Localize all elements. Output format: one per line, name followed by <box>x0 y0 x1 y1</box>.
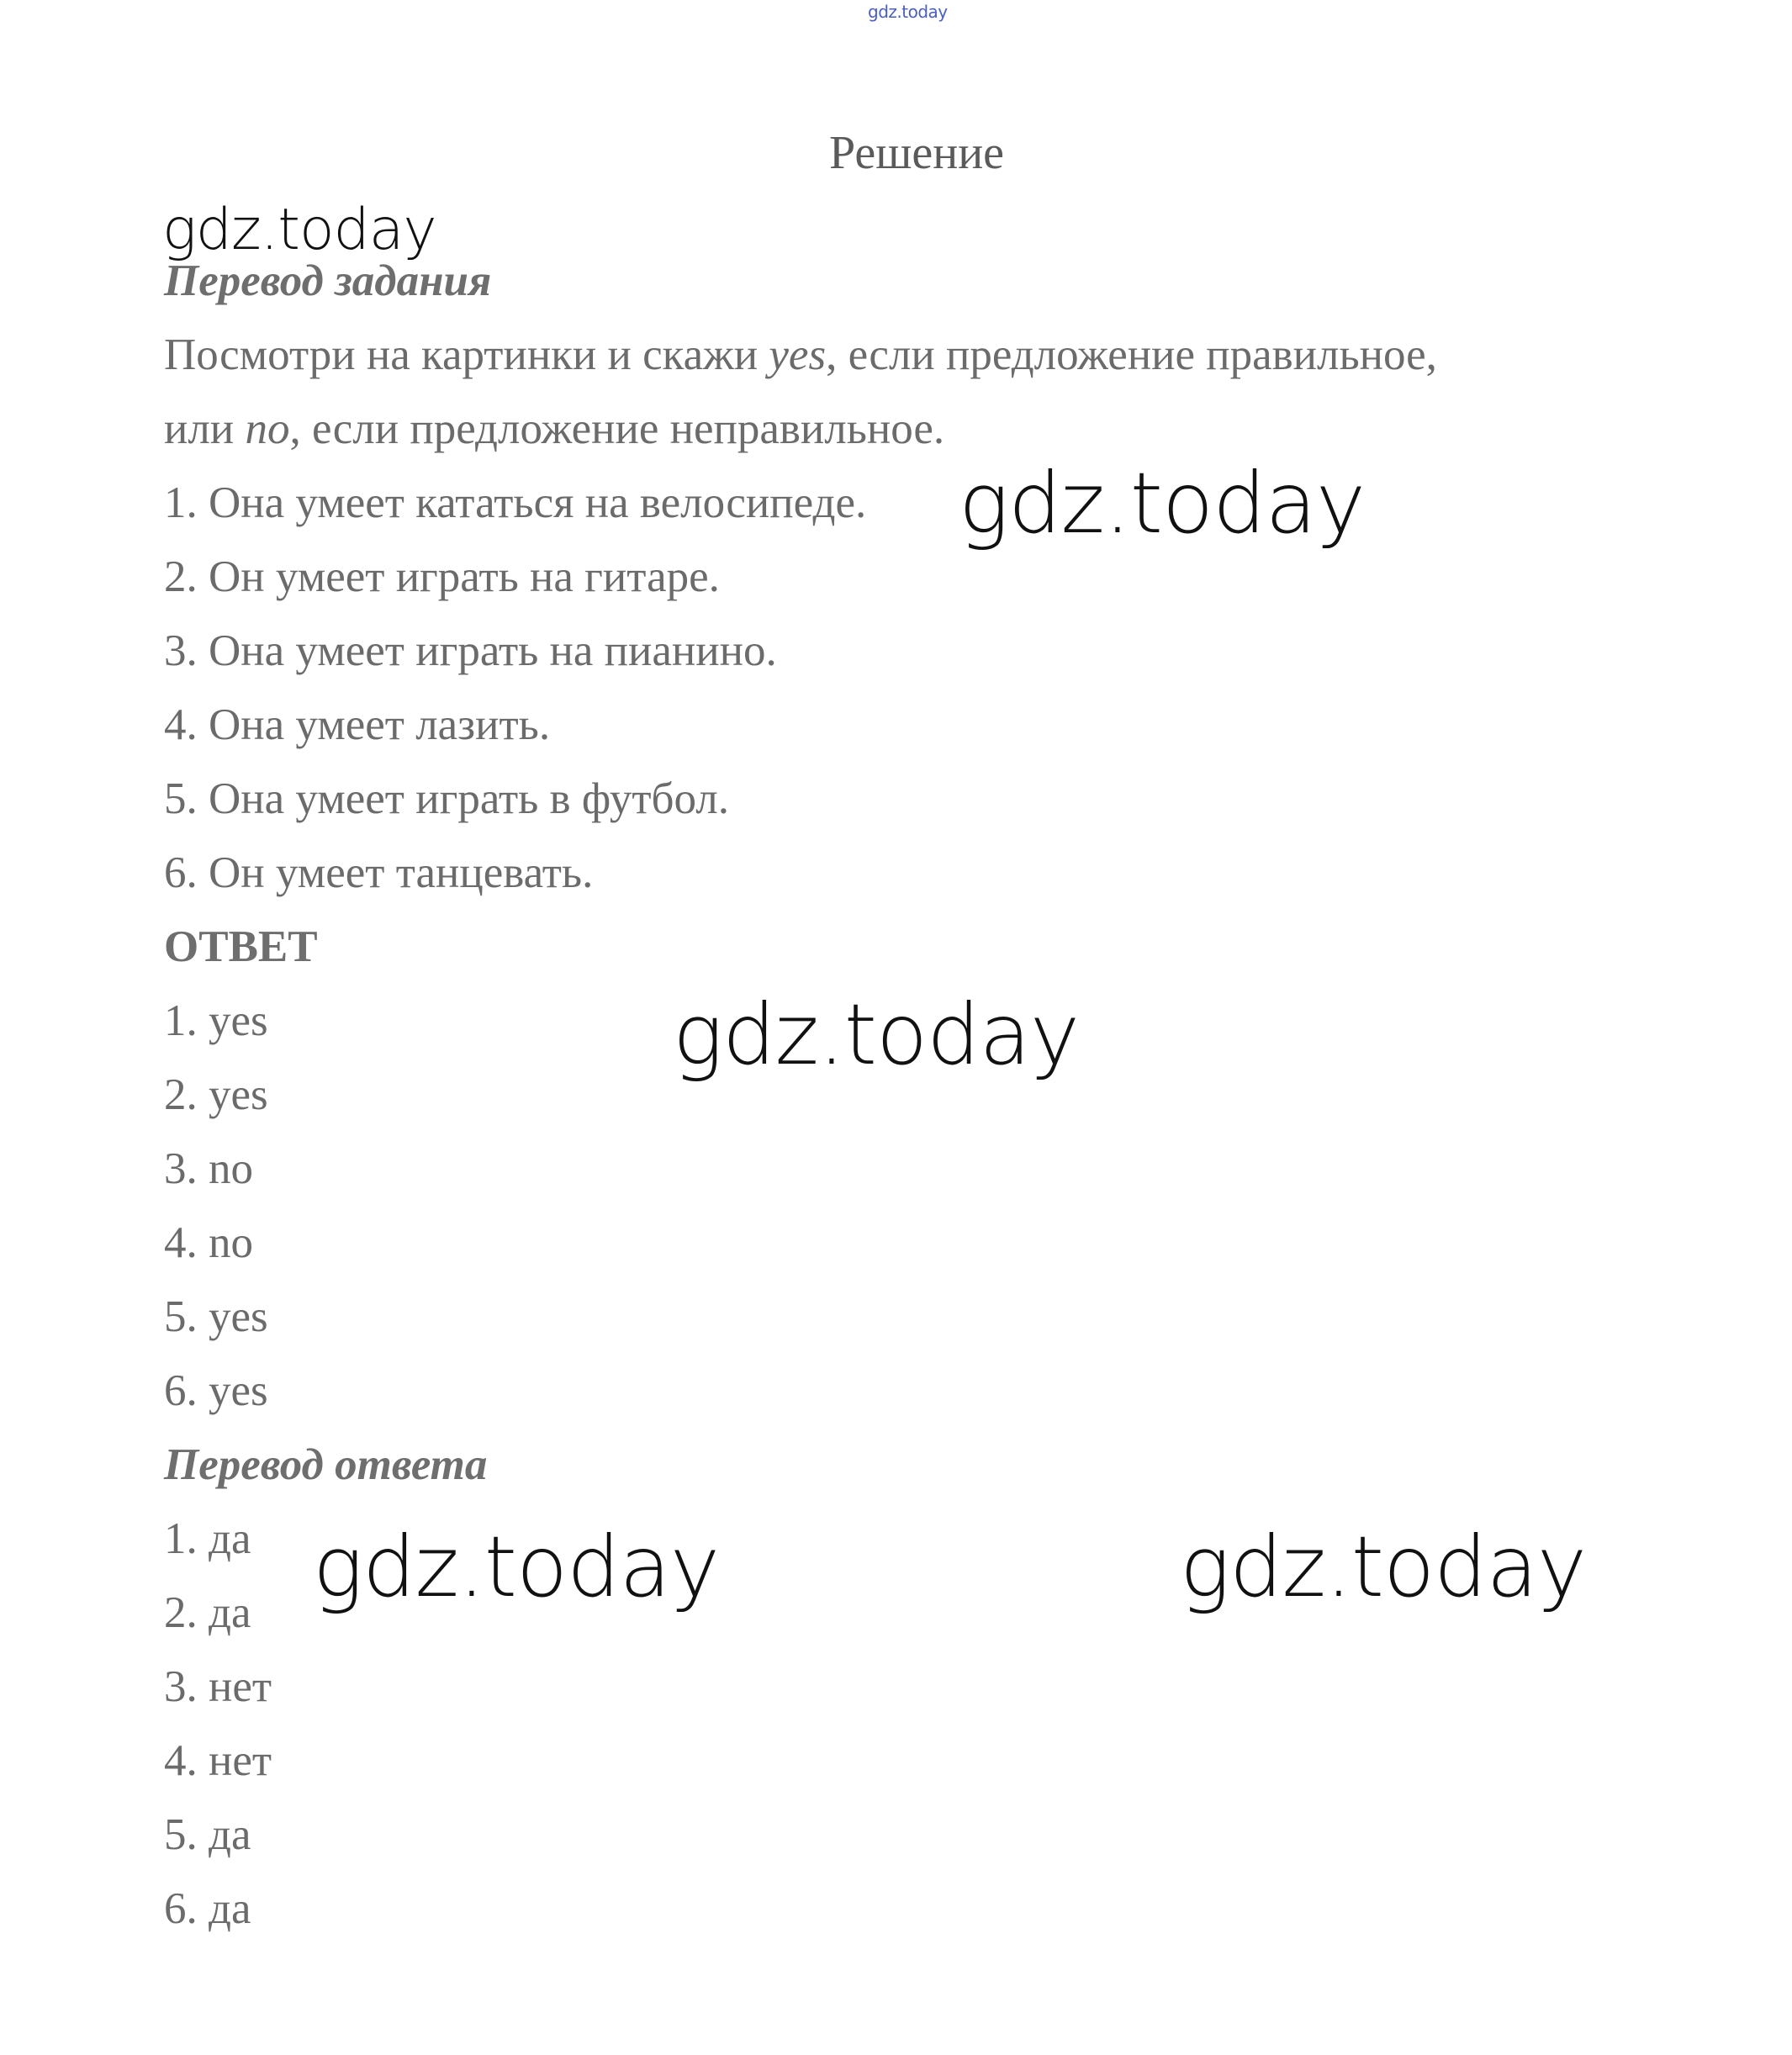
task-sentence: 4. Она умеет лазить. <box>164 700 551 749</box>
answer-title: ОТВЕТ <box>164 922 318 971</box>
watermark-small: gdz.today <box>162 197 436 263</box>
task-translation-title: Перевод задания <box>164 256 492 305</box>
instruction-line-1 <box>164 330 1437 379</box>
answer-item: 5. yes <box>164 1292 268 1341</box>
answer-translation-item: 5. да <box>164 1810 251 1859</box>
instruction-part4: , если предложение неправильное. <box>289 404 945 453</box>
instruction-word-yes: yes <box>769 330 827 379</box>
answer-item: 2. yes <box>164 1070 268 1119</box>
watermark-large: gdz.today <box>313 1518 720 1616</box>
instruction-part2: , если предложение правильное, <box>826 330 1437 379</box>
answer-translation-item: 2. да <box>164 1588 251 1637</box>
top-watermark: gdz.today <box>868 2 948 22</box>
answer-item: 4. no <box>164 1218 253 1267</box>
watermark-large: gdz.today <box>1180 1518 1587 1616</box>
answer-item: 1. yes <box>164 996 268 1045</box>
answer-translation-item: 6. да <box>164 1884 251 1933</box>
task-sentence: 3. Она умеет играть на пианино. <box>164 626 777 675</box>
answer-translation-title: Перевод ответа <box>164 1440 488 1489</box>
page-heading: Решение <box>828 127 1005 179</box>
task-sentence: 6. Он умеет танцевать. <box>164 848 594 897</box>
task-sentence: 1. Она умеет кататься на велосипеде. <box>164 478 867 527</box>
answer-translation-item: 4. нет <box>164 1736 272 1785</box>
watermark-large: gdz.today <box>959 454 1366 552</box>
answer-item: 6. yes <box>164 1366 268 1415</box>
task-sentence: 2. Он умеет играть на гитаре. <box>164 552 720 601</box>
answer-item: 3. no <box>164 1144 253 1193</box>
instruction-word-no: no <box>245 404 290 453</box>
task-sentence: 5. Она умеет играть в футбол. <box>164 774 729 823</box>
answer-translation-item: 1. да <box>164 1514 251 1563</box>
answer-translation-item: 3. нет <box>164 1662 272 1711</box>
instruction-part1: Посмотри на картинки и скажи <box>164 330 769 379</box>
instruction-line-2 <box>164 404 945 453</box>
watermark-large: gdz.today <box>673 985 1080 1084</box>
instruction-part3: или <box>164 404 246 453</box>
